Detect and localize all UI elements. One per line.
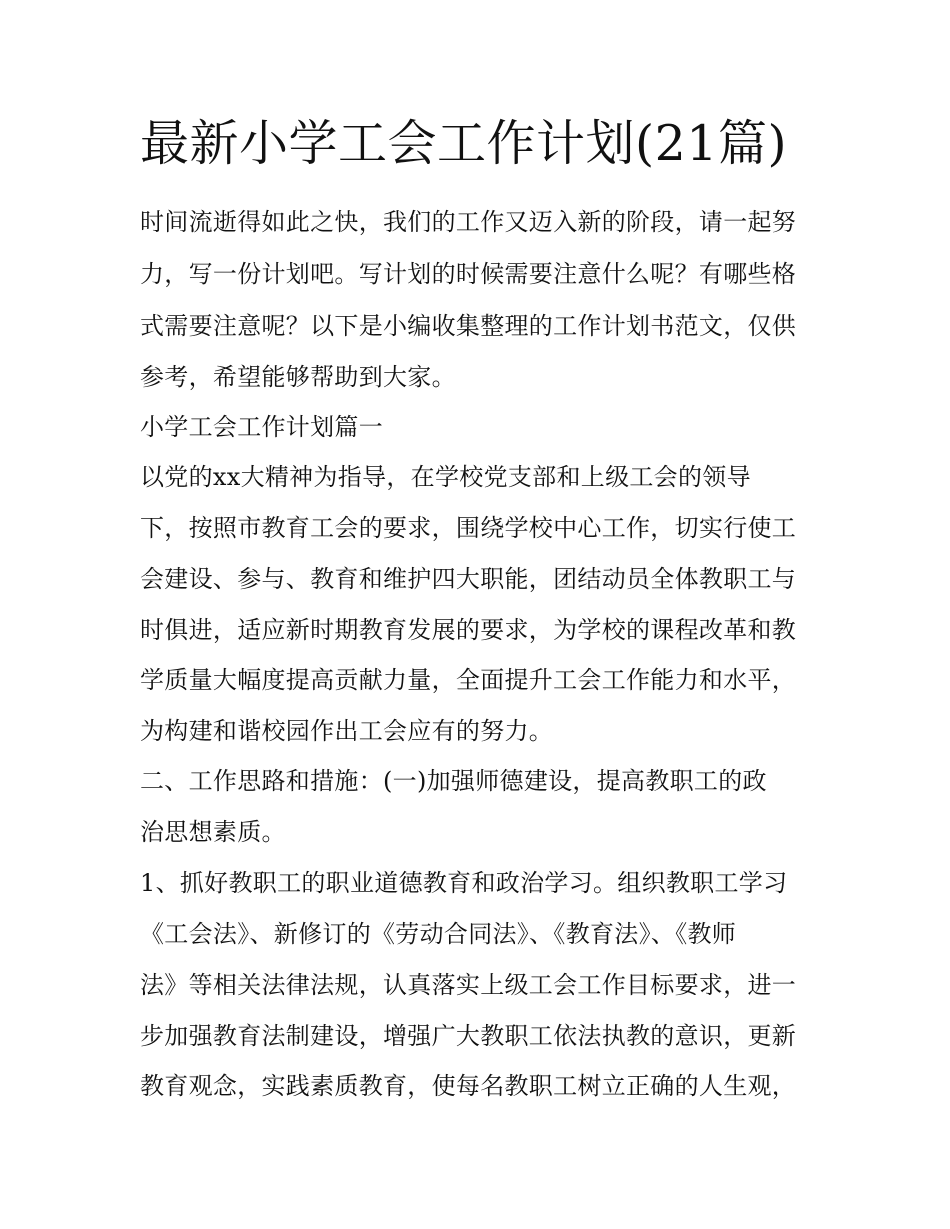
- document-title: 最新小学工会工作计划(21篇): [140, 115, 788, 172]
- paragraph-line: 学质量大幅度提高贡献力量，全面提升工会工作能力和水平，: [140, 666, 797, 694]
- section-heading: 小学工会工作计划篇一: [140, 413, 383, 441]
- paragraph-line: 为构建和谐校园作出工会应有的努力。: [140, 717, 554, 745]
- paragraph-line: 时俱进，适应新时期教育发展的要求，为学校的课程改革和教: [140, 616, 797, 644]
- paragraph-line: 治思想素质。: [140, 818, 286, 846]
- paragraph-line: 二、工作思路和措施：(一)加强师德建设，提高教职工的政: [140, 767, 767, 795]
- paragraph-line: 法》等相关法律法规，认真落实上级工会工作目标要求，进一: [140, 971, 797, 999]
- paragraph-line: 《工会法》、新修订的《劳动合同法》、《教育法》、《教师: [140, 920, 737, 948]
- paragraph-line: 下，按照市教育工会的要求，围绕学校中心工作，切实行使工: [140, 514, 797, 542]
- paragraph-line: 以党的xx大精神为指导，在学校党支部和上级工会的领导: [140, 463, 751, 491]
- paragraph-line: 会建设、参与、教育和维护四大职能，团结动员全体教职工与: [140, 565, 797, 593]
- paragraph-line: 1、抓好教职工的职业道德教育和政治学习。组织教职工学习: [140, 869, 788, 897]
- paragraph-line: 力，写一份计划吧。写计划的时候需要注意什么呢？有哪些格: [140, 260, 797, 288]
- paragraph-line: 步加强教育法制建设，增强广大教职工依法执教的意识，更新: [140, 1022, 797, 1050]
- paragraph-line: 参考，希望能够帮助到大家。: [140, 363, 456, 391]
- paragraph-line: 时间流逝得如此之快，我们的工作又迈入新的阶段，请一起努: [140, 208, 797, 236]
- paragraph-line: 教育观念，实践素质教育，使每名教职工树立正确的人生观，: [140, 1072, 797, 1100]
- paragraph-line: 式需要注意呢？以下是小编收集整理的工作计划书范文，仅供: [140, 312, 797, 340]
